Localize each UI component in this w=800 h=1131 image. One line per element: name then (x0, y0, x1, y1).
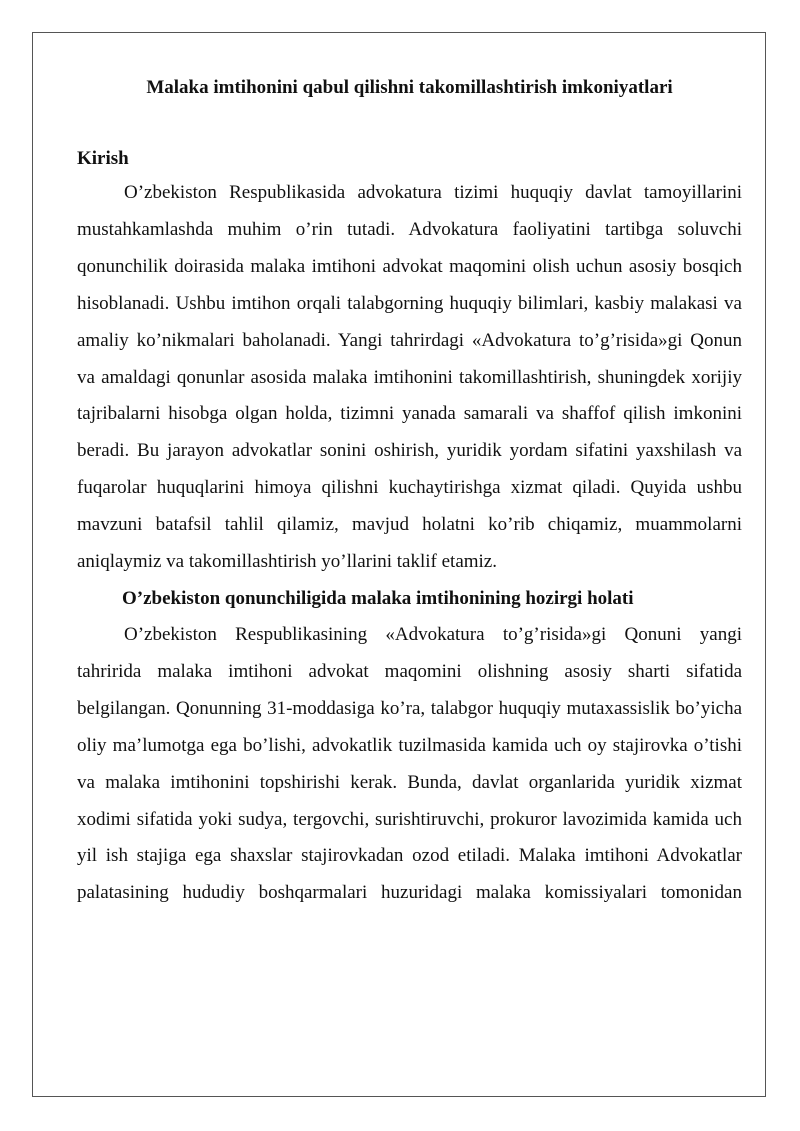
section-heading: O’zbekiston qonunchiligida malaka imtihonining hozirgi holati (122, 587, 634, 609)
intro-heading: Kirish (77, 148, 129, 169)
intro-paragraph: O’zbekiston Respublikasida advokatura tizimi huquqiy davlat tamoyillarini mustahkamlashda muhim o’rin tutadi. Advokatura faoliyatini tartibga soluvchi qonunchilik doirasida malaka imtihoni advokat maqomini olish uchun asosiy bosqich hisoblanadi. Ushbu imtihon orqali talabgorning huquqiy bilimlari, kasbiy malakasi va amaliy ko’nikmalari baholanadi. Yangi tahrirdagi «Advokatura to’g’risida»gi Qonun va amaldagi qonunlar asosida malaka imtihonini takomillashtirish, shuningdek xorijiy tajribalarni hisobga olgan holda, tizimni yanada samarali va shaffof qilish imkonini beradi. Bu jarayon advokatlar sonini oshirish, yuridik yordam sifatini yaxshilash va fuqarolar huquqlarini himoya qilishni kuchaytirishga xizmat qiladi. Quyida ushbu mavzuni batafsil tahlil qilamiz, mavjud holatni ko’rib chiqamiz, muammolarni aniqlaymiz va takomillashtirish yo’llarini taklif etamiz. (77, 182, 742, 573)
document-title: Malaka imtihonini qabul qilishni takomillashtirish imkoniyatlari (146, 77, 673, 98)
document-body (77, 72, 742, 912)
section-paragraph: O’zbekiston Respublikasining «Advokatura to’g’risida»gi Qonuni yangi tahririda malaka imtihoni advokat maqomini olishning asosiy sharti sifatida belgilangan. Qonunning 31-moddasiga ko’ra, talabgor huquqiy mutaxassislik bo’yicha oliy ma’lumotga ega bo’lishi, advokatlik tuzilmasida kamida uch oy stajirovka o’tishi va malaka imtihonini topshirishi kerak. Bunda, davlat organlarida yuridik xizmat xodimi sifatida yoki sudya, tergovchi, surishtiruvchi, prokuror lavozimida kamida uch yil ish stajiga ega shaxslar stajirovkadan ozod etiladi. Malaka imtihoni Advokatlar palatasining hududiy boshqarmalari huzuridagi malaka komissiyalari tomonidan (77, 623, 742, 904)
